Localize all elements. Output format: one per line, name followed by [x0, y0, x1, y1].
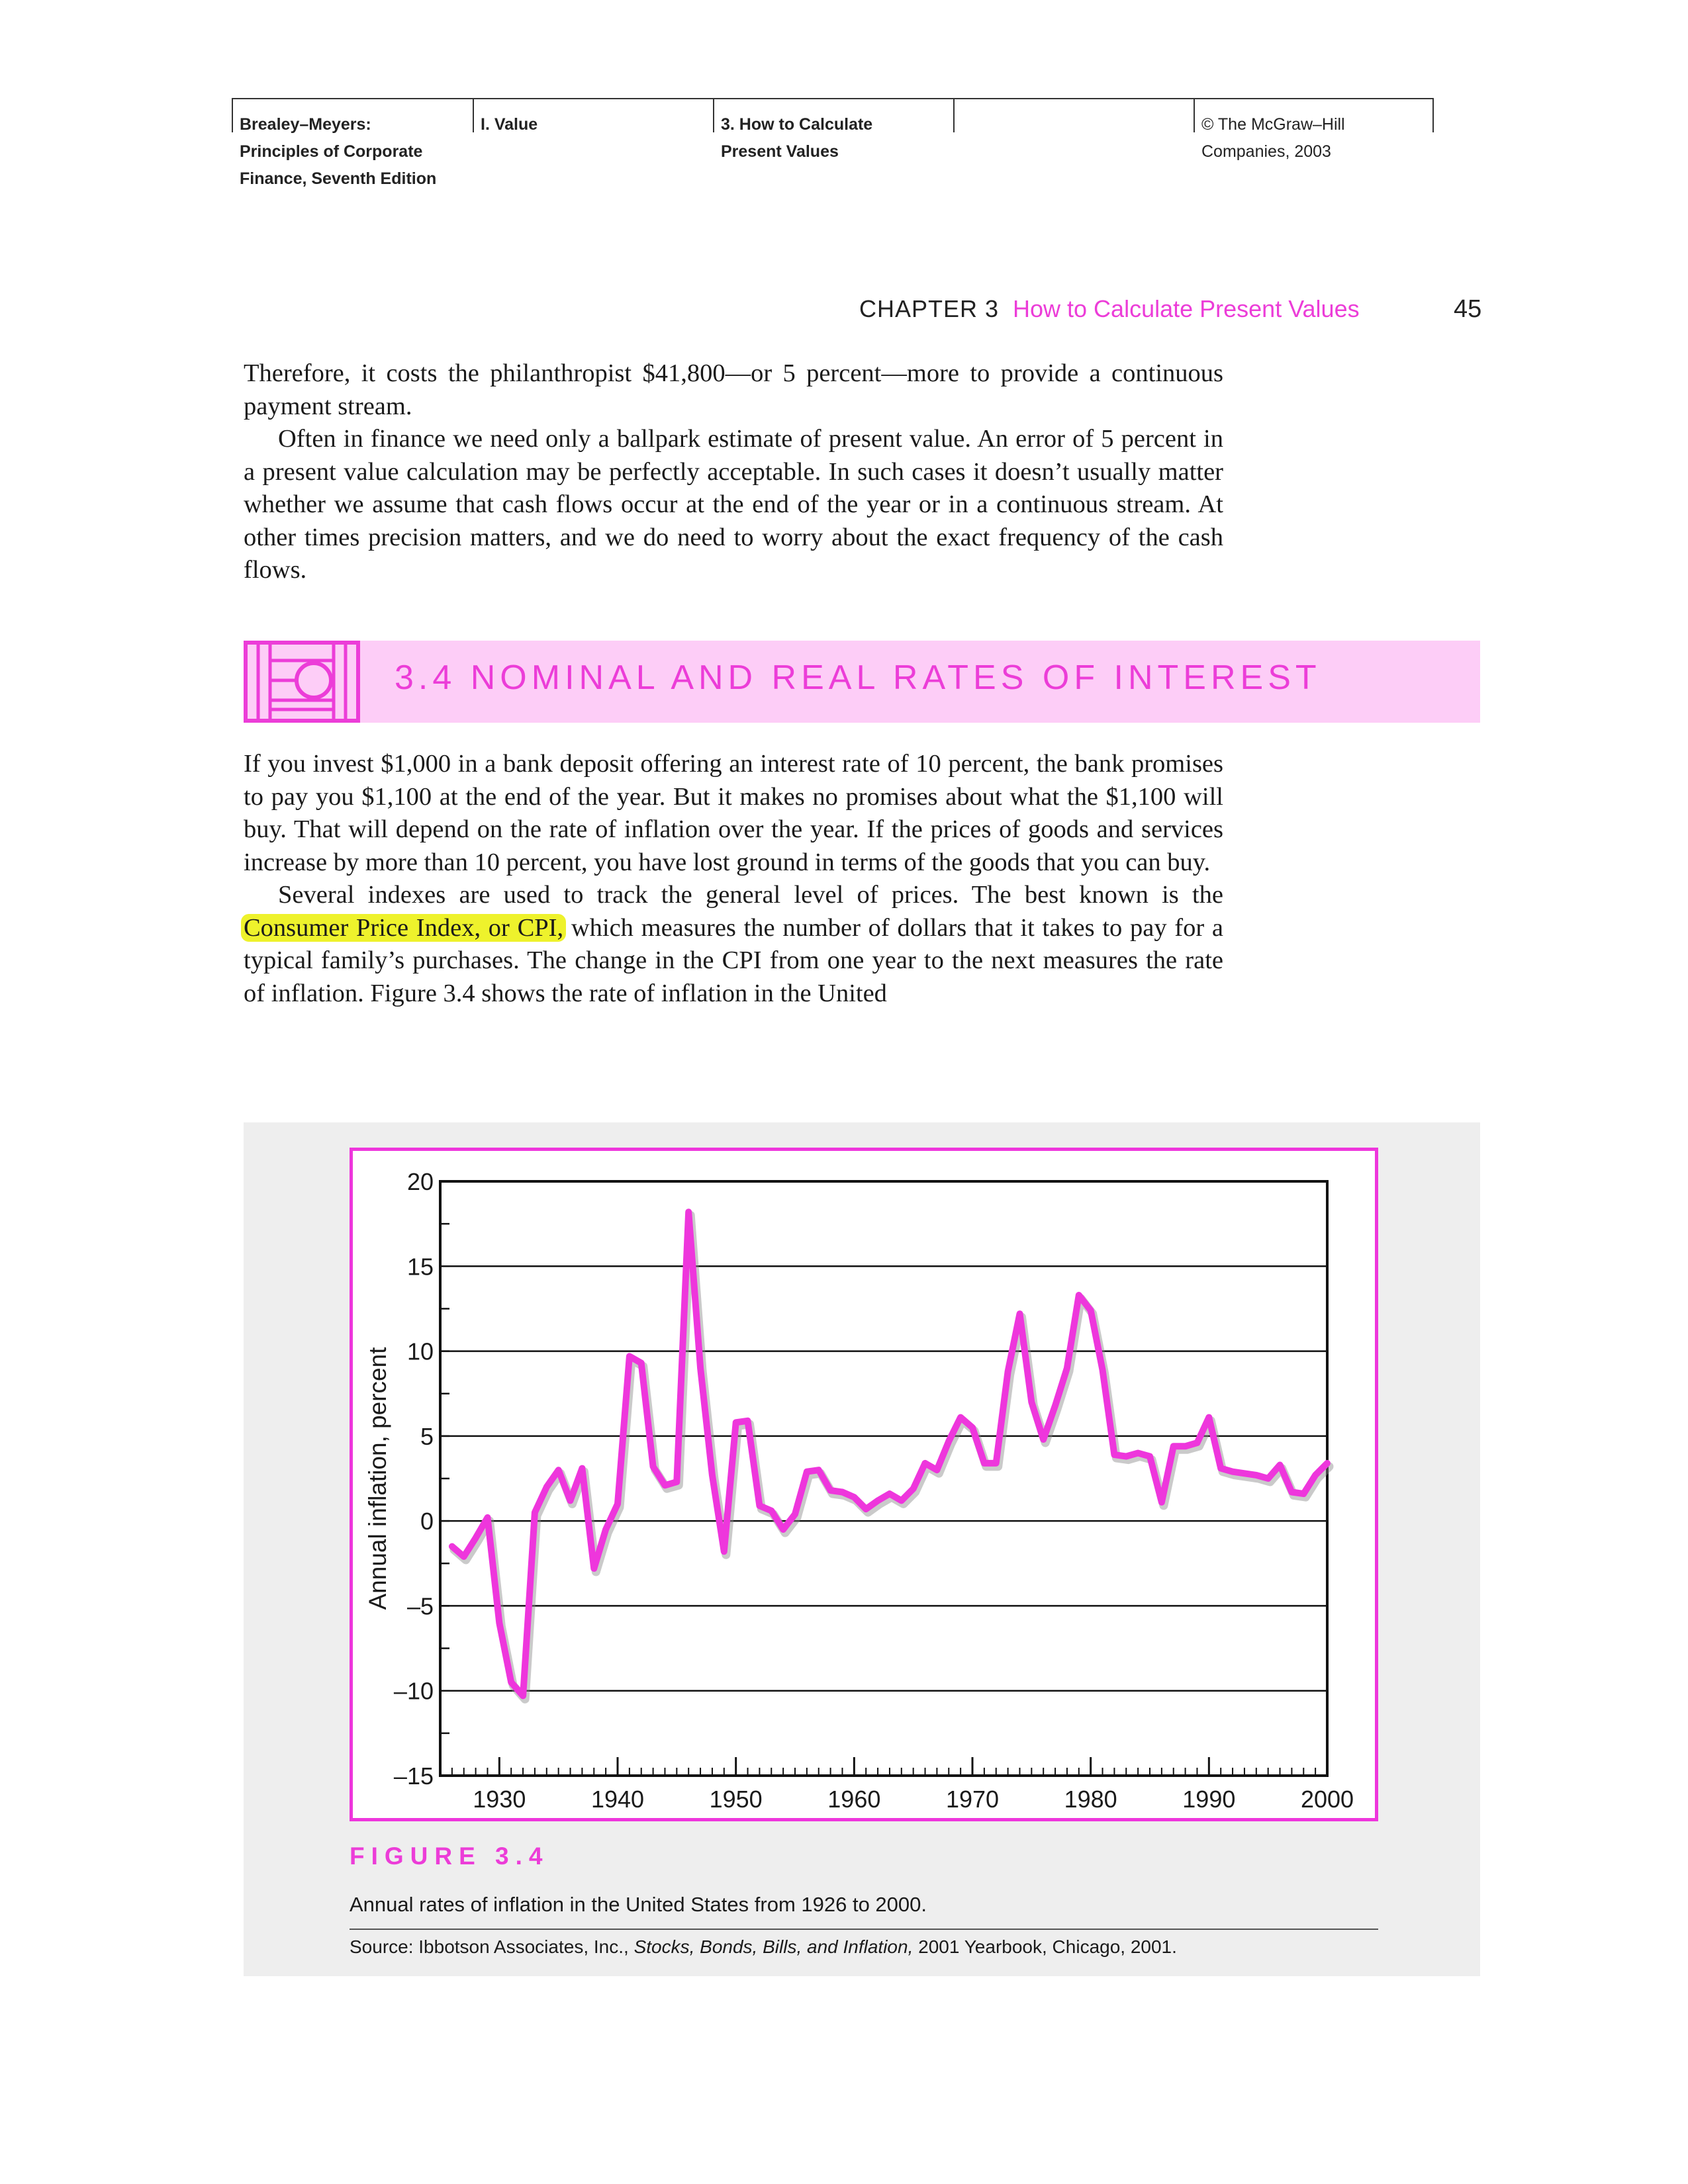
header-divider — [713, 99, 714, 132]
x-tick-label: 1930 — [473, 1786, 526, 1813]
y-tick-label: –5 — [406, 1592, 434, 1620]
body-text-section — [244, 748, 1223, 1010]
running-head-chapter: CHAPTER 3 — [859, 295, 1000, 322]
section-name: NOMINAL AND REAL RATES OF INTEREST — [470, 659, 1321, 697]
figure-caption: Annual rates of inflation in the United States from 1926 to 2000. — [350, 1893, 927, 1916]
chart-y-tick-labels — [394, 1168, 434, 1790]
inflation-chart — [353, 1151, 1375, 1818]
running-head-title: How to Calculate Present Values — [1013, 295, 1360, 322]
paragraph: If you invest $1,000 in a bank deposit offering an interest rate of 10 percent, the bank promises to pay you $1,100 at the end of the year. But it makes no promises about what the $1,100 will buy. That will depend on the rate of inflation over the year. If the prices of goods and services increase by more than 10 percent, you have lost ground in terms of the goods that you can buy. — [244, 750, 1223, 876]
source-title: Stocks, Bonds, Bills, and Inflation, — [633, 1936, 914, 1957]
figure-label: FIGURE 3.4 — [350, 1843, 549, 1870]
chart-ticks — [440, 1181, 1327, 1776]
header-chapter: 3. How to Calculate Present Values — [721, 115, 873, 161]
x-tick-label: 1980 — [1064, 1786, 1117, 1813]
caption-divider — [350, 1929, 1378, 1930]
x-tick-label: 2000 — [1300, 1786, 1354, 1813]
y-tick-label: 0 — [420, 1508, 434, 1535]
y-tick-label: 20 — [406, 1168, 434, 1195]
section-icon — [244, 641, 360, 723]
paragraph-text: Several indexes are used to track the general level of prices. The best known is the — [278, 881, 1223, 909]
y-tick-label: 15 — [406, 1253, 434, 1281]
paragraph: Therefore, it costs the philanthropist $41,800—or 5 percent—more to provide a continuous payment stream. — [244, 359, 1223, 420]
paragraph: Often in finance we need only a ballpark estimate of present value. An error of 5 percent in a present value calculation may be perfectly acceptable. In such cases it doesn’t usually matter whether we assume that cash flows occur at the end of the year or in a continuous stream. At other times precision matters, and we do need to worry about the exact frequency of the cash flows. — [244, 425, 1223, 584]
x-tick-label: 1940 — [590, 1786, 645, 1813]
x-tick-label: 1970 — [945, 1786, 1000, 1813]
series-line-inflation — [452, 1212, 1327, 1696]
header-divider — [232, 99, 233, 132]
plot-area-border — [440, 1181, 1327, 1776]
section-number: 3.4 — [395, 659, 457, 697]
series-line-shadow — [454, 1215, 1329, 1699]
source-suffix: 2001 Yearbook, Chicago, 2001. — [913, 1936, 1177, 1957]
chart-grid — [440, 1266, 1327, 1690]
paragraph-text: which measures the number of dollars that it takes to pay for a typical family’s purchases. The change in the CPI from one year to the next measures the rate of inflation. Figure 3.4 shows the rate of inflation in the United — [244, 913, 1223, 1007]
section-title — [395, 658, 1321, 698]
page-number: 45 — [1454, 295, 1482, 323]
header-divider — [1194, 99, 1195, 132]
figure-source — [350, 1936, 1177, 1958]
chart-series — [452, 1212, 1329, 1699]
header-divider — [473, 99, 474, 132]
body-text-top — [244, 357, 1223, 587]
header-part: I. Value — [481, 115, 538, 134]
x-tick-label: 1950 — [709, 1786, 763, 1813]
header-book: Brealey–Meyers: Principles of Corporate Finance, Seventh Edition — [240, 115, 437, 188]
highlighted-term: Consumer Price Index, or CPI, — [241, 914, 566, 942]
header-divider — [953, 99, 955, 132]
x-tick-label: 1990 — [1182, 1786, 1236, 1813]
y-axis-title: Annual inflation, percent — [364, 1347, 391, 1610]
y-tick-label: 5 — [420, 1422, 434, 1450]
chart-x-tick-labels — [473, 1786, 1354, 1813]
x-tick-label: 1960 — [827, 1786, 881, 1813]
header-copyright: © The McGraw–Hill Companies, 2003 — [1201, 115, 1345, 161]
y-tick-label: 10 — [406, 1338, 434, 1365]
y-tick-label: –15 — [393, 1762, 434, 1790]
header-divider — [1432, 99, 1434, 132]
y-tick-label: –10 — [393, 1677, 434, 1705]
source-prefix: Source: Ibbotson Associates, Inc., — [350, 1936, 634, 1957]
paragraph — [244, 879, 1223, 1010]
header-table — [232, 98, 1434, 188]
